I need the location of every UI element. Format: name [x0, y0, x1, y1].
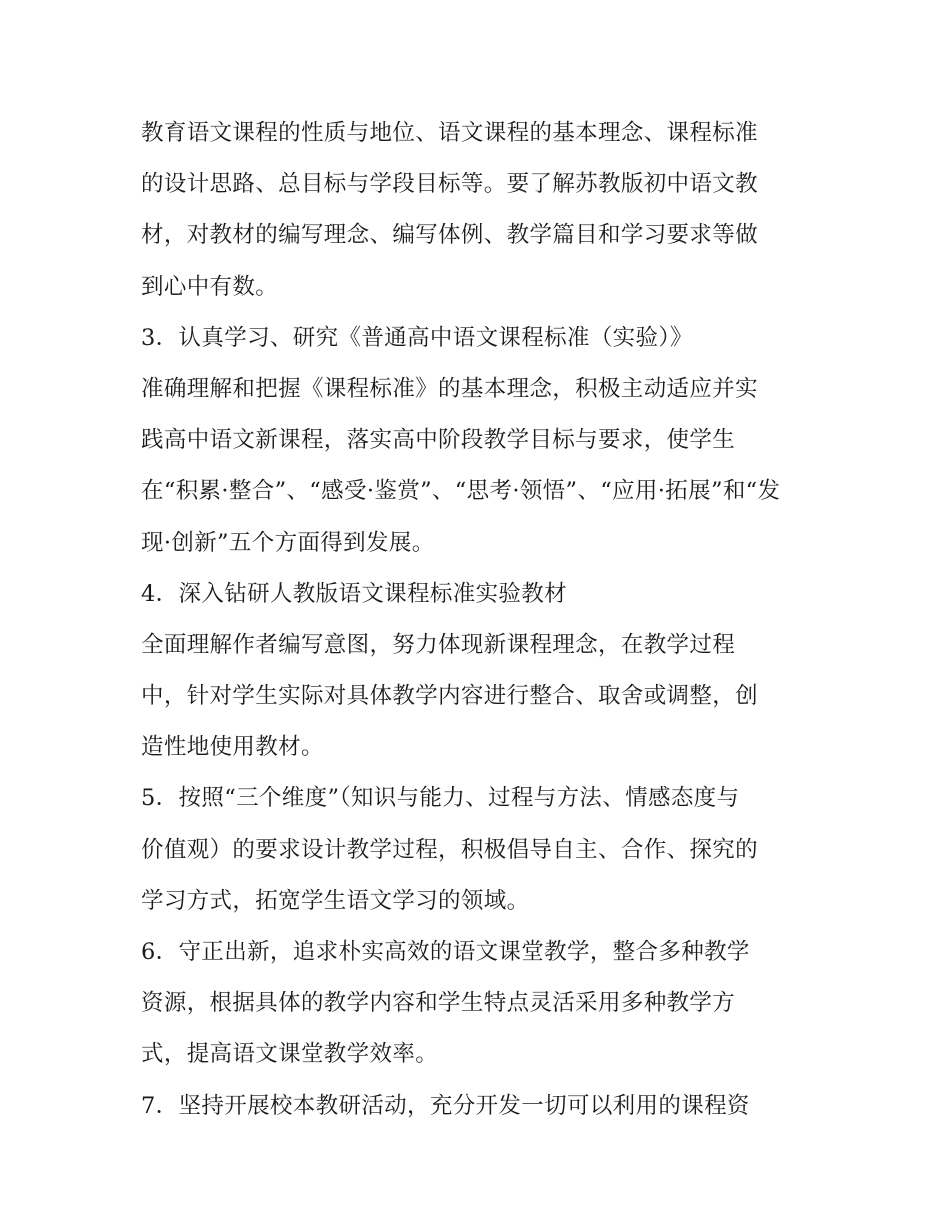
body-text [141, 108, 821, 1132]
text-line: 教育语文课程的性质与地位、语文课程的基本理念、课程标准 [141, 120, 758, 146]
text-line: 现·创新”五个方面得到发展。 [141, 529, 435, 556]
text-line: 到心中有数。 [141, 273, 279, 300]
text-line: 准确理解和把握《课程标准》的基本理念，积极主动适应并实 [141, 375, 758, 402]
text-line: 式，提高语文课堂教学效率。 [141, 1041, 439, 1068]
text-line: 价值观）的要求设计教学过程，积极倡导自主、合作、探究的 [141, 836, 758, 863]
section-heading-4: 4．深入钻研人教版语文课程标准实验教材 [141, 580, 567, 607]
text-line: 学习方式，拓宽学生语文学习的领域。 [141, 887, 530, 914]
list-item-5: 5．按照“三个维度”（知识与能力、过程与方法、情感态度与 [141, 785, 740, 812]
section-heading-3: 3．认真学习、研究《普通高中语文课程标准（实验）》 [141, 324, 693, 351]
text-line: 资源，根据具体的教学内容和学生特点灵活采用多种教学方 [141, 990, 736, 1017]
text-line: 材，对教材的编写理念、编写体例、教学篇目和学习要求等做 [141, 222, 758, 249]
list-item-7: 7．坚持开展校本教研活动，充分开发一切可以利用的课程资 [141, 1092, 750, 1119]
text-line: 全面理解作者编写意图，努力体现新课程理念，在教学过程 [141, 631, 736, 658]
text-line: 中，针对学生实际对具体教学内容进行整合、取舍或调整，创 [141, 683, 758, 710]
text-line: 践高中语文新课程，落实高中阶段教学目标与要求，使学生 [141, 427, 736, 454]
list-item-6: 6．守正出新，追求朴实高效的语文课堂教学，整合多种教学 [141, 939, 750, 965]
text-line: 在“积累·整合”、“感受·鉴赏”、“思考·领悟”、“应用·拓展”和“发 [141, 478, 781, 505]
text-line: 的设计思路、总目标与学段目标等。要了解苏教版初中语文教 [141, 171, 758, 198]
text-line: 造性地使用教材。 [141, 734, 324, 761]
